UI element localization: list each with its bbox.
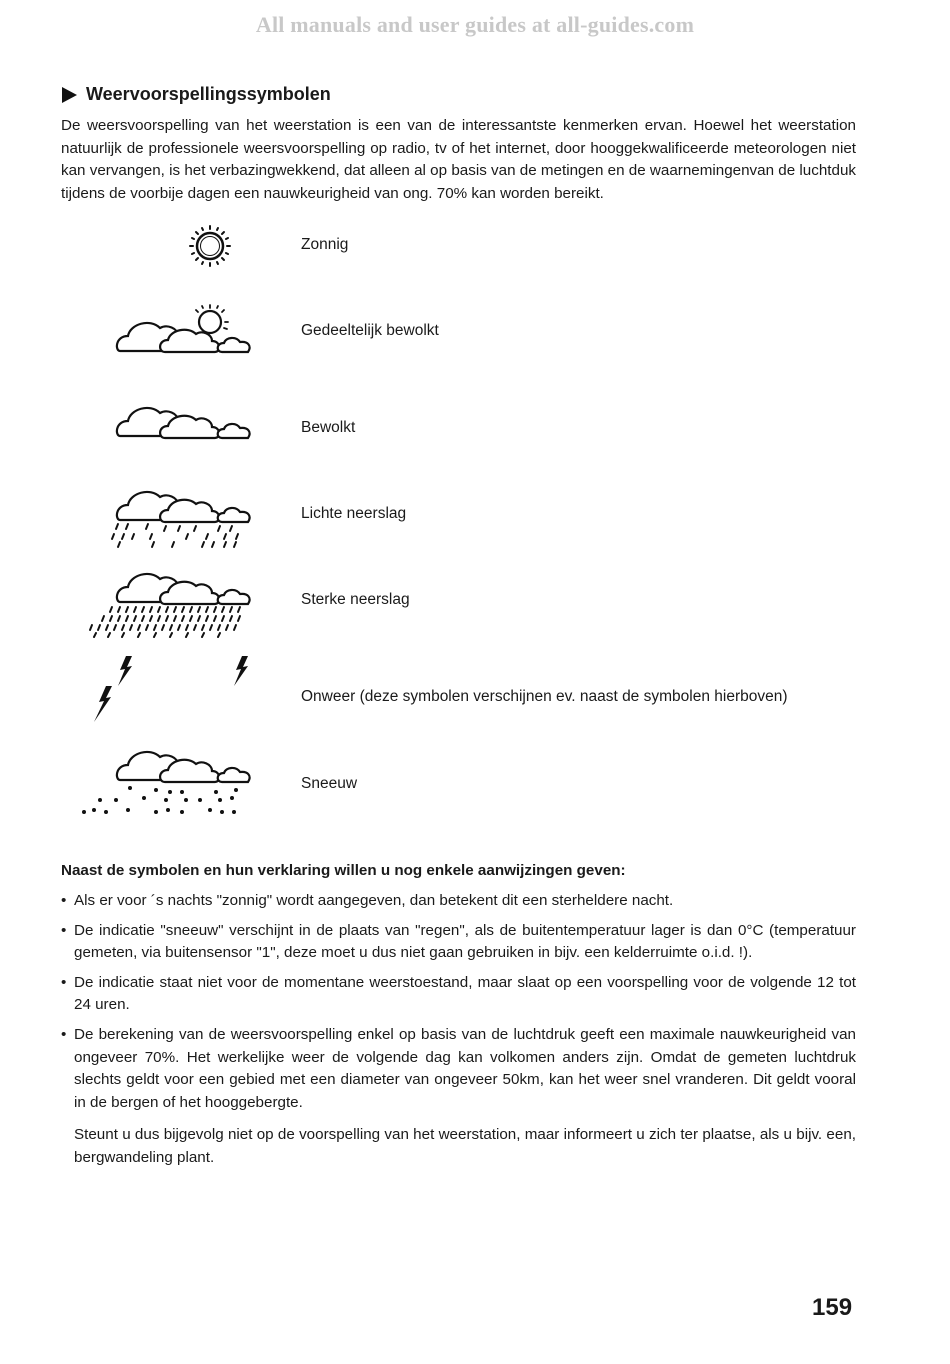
heavy-rain-icon	[70, 562, 270, 642]
closing-paragraph: Steunt u dus bijgevolg niet op de voorspelling van het weerstation, maar informeert u zich ter plaatse, als u bijv. een, bergwandeling plant.	[74, 1126, 856, 1166]
notes-list	[61, 890, 856, 1121]
section-heading	[62, 84, 331, 105]
symbol-label-light-rain: Lichte neerslag	[301, 505, 407, 522]
light-rain-icon	[70, 478, 270, 558]
notes-title: Naast de symbolen en hun verklaring willen u nog enkele aanwijzingen geven:	[61, 862, 626, 879]
symbol-label-cloudy: Bewolkt	[301, 419, 356, 436]
section-title: Weervoorspellingssymbolen	[86, 84, 331, 104]
snow-icon	[70, 740, 270, 820]
cloudy-icon	[70, 392, 270, 472]
sun-icon	[70, 218, 270, 298]
symbol-label-snow: Sneeuw	[301, 775, 358, 792]
intro-paragraph: De weersvoorspelling van het weerstation is een van de interessantste kenmerken ervan. Hoewel het weerstation natuurlijk de professionele weersvoorspelling op radio, tv of het internet, door hooggekwalificeerde meteorologen niet kan vervangen, is het verbazingwekkend, dat alleen al op basis van de metingen en de waarnemingenvan de luchtduk tijdens de voorbije dagen een nauwkeurigheid van ong. 70% kan worden bereikt.	[61, 117, 856, 202]
symbol-label-sunny: Zonnig	[301, 236, 349, 253]
symbol-label-heavy-rain: Sterke neerslag	[301, 591, 410, 608]
symbol-label-partly-cloudy: Gedeeltelijk bewolkt	[301, 322, 439, 339]
page-number: 159	[812, 1294, 853, 1321]
lightning-icon	[70, 652, 270, 732]
list-item: • De indicatie "sneeuw" verschijnt in de plaats van "regen", als de buitentemperatuur lager is dan 0°C (temperatuur gemeten, via buitensensor "1", deze moet u dus niet gaan gebruiken in bijv. een kelderruimte o.i.d. !).	[61, 920, 856, 965]
list-item: • De indicatie staat niet voor de momentane weerstoestand, maar slaat op een voorspelling voor de volgende 12 tot 24 uren.	[61, 972, 856, 1017]
watermark: All manuals and user guides at all-guides.com	[255, 12, 695, 37]
triangle-bullet-icon	[62, 87, 77, 103]
list-item: • Als er voor ´s nachts "zonnig" wordt aangegeven, dan betekent dit een sterheldere nacht.	[61, 890, 856, 913]
list-item: • De berekening van de weersvoorspelling enkel op basis van de luchtdruk geeft een maximale nauwkeurigheid van ongeveer 70%. Het werkelijke weer de volgende dag kan volkomen anders zijn. Omdat de gemeten luchtdruk slechts geldt voor een gebied met een diameter van ongeveer 50km, kan het weer snel vranderen. Dit geldt vooral in de bergen of het hooggebergte.	[61, 1024, 856, 1114]
partly-cloudy-icon	[70, 296, 270, 376]
symbol-label-thunderstorm: Onweer (deze symbolen verschijnen ev. naast de symbolen hierboven)	[301, 688, 788, 705]
